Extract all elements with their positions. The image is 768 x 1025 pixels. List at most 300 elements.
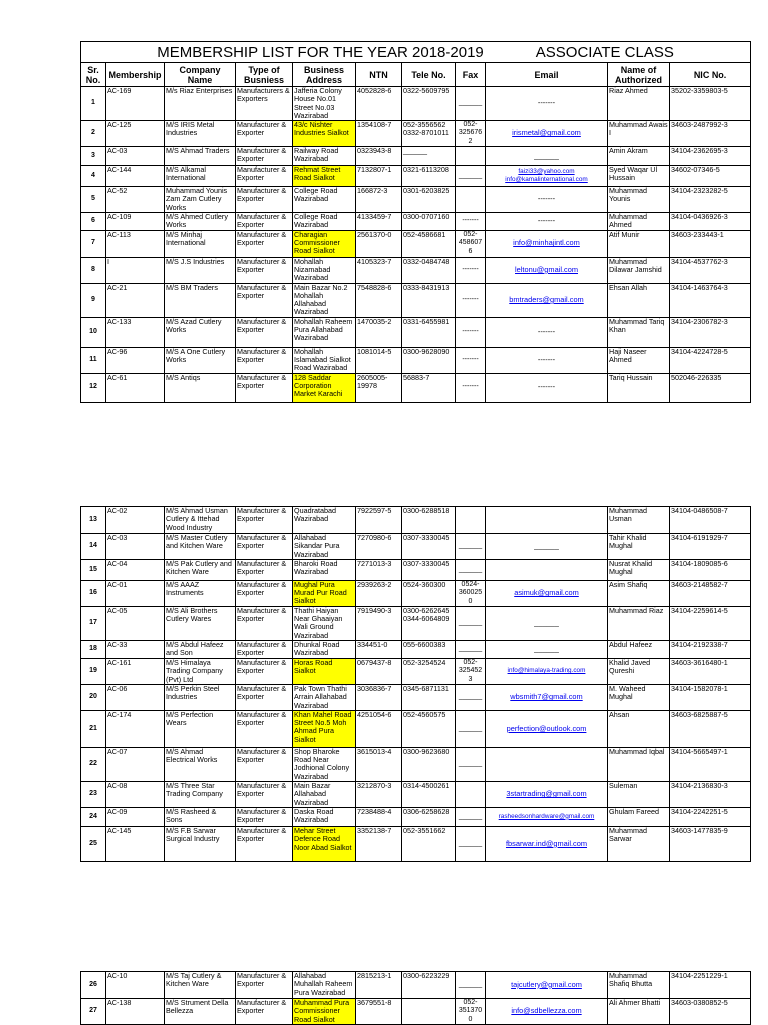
email	[486, 659, 608, 685]
authorized-name: Muhammad Ahmed	[608, 212, 670, 230]
company-name: M/S Azad Cutlery Works	[165, 317, 236, 347]
authorized-name: Riaz Ahmed	[608, 87, 670, 121]
business-type: Manufacturer & Exporter	[236, 187, 293, 213]
business-address: Mughal Pura Murad Pur Road Sialkot	[293, 580, 356, 606]
sr-no: 13	[81, 507, 106, 534]
email-link[interactable]: info@sdbellezza.com	[511, 1006, 582, 1016]
ntn: 3352138-7	[356, 826, 402, 861]
nic-no: 34104-2306782-3	[670, 317, 751, 347]
col-header-address: Business Address	[293, 63, 356, 87]
membership-no: AC-109	[106, 212, 165, 230]
tele-no: 0322-5609795	[402, 87, 456, 121]
business-type: Manufacturer & Exporter	[236, 257, 293, 283]
col-header-tele: Tele No.	[402, 63, 456, 87]
fax: 052-3513700	[456, 999, 486, 1025]
email: ______	[486, 147, 608, 166]
membership-no: AC-125	[106, 121, 165, 147]
nic-no: 34603-233443-1	[670, 230, 751, 257]
membership-table-3	[80, 971, 751, 1025]
tele-no: 052-4586681	[402, 230, 456, 257]
business-address: Mohallah Raheem Pura Allahabad Wazirabad	[293, 317, 356, 347]
nic-no: 34603-2148582-7	[670, 580, 751, 606]
business-type: Manufacturer & Exporter	[236, 507, 293, 534]
table-row	[81, 580, 751, 606]
ntn: 7548828-6	[356, 283, 402, 317]
business-type: Manufacturer & Exporter	[236, 230, 293, 257]
authorized-name: Tahir Khalid Mughal	[608, 534, 670, 560]
membership-no: AC-161	[106, 659, 165, 685]
authorized-name: Amin Akram	[608, 147, 670, 166]
fax	[456, 187, 486, 213]
sr-no: 24	[81, 807, 106, 826]
nic-no: 34104-2259614-5	[670, 606, 751, 640]
business-address: Mehar Street Defence Road Noor Abad Sialkot	[293, 826, 356, 861]
table-row	[81, 534, 751, 560]
company-name: M/S IRIS Metal Industries	[165, 121, 236, 147]
sr-no: 23	[81, 782, 106, 808]
ntn: 3679551-8	[356, 999, 402, 1025]
class-label: ASSOCIATE CLASS	[535, 43, 674, 61]
email: -------	[486, 373, 608, 402]
authorized-name: Atif Munir	[608, 230, 670, 257]
tele-no: 0524-360300	[402, 580, 456, 606]
ntn: 3615013-4	[356, 747, 402, 781]
tele-no: 0307-3330045	[402, 559, 456, 580]
membership-no: AC-133	[106, 317, 165, 347]
sr-no: 15	[81, 559, 106, 580]
business-type: Manufacturer & Exporter	[236, 283, 293, 317]
ntn: 3212870-3	[356, 782, 402, 808]
table-row	[81, 283, 751, 317]
business-type: Manufacturer & Exporter	[236, 373, 293, 402]
ntn: 4133459-7	[356, 212, 402, 230]
email-link[interactable]: wbsmith7@gmail.com	[510, 692, 583, 702]
email-link[interactable]: 3startrading@gmail.com	[506, 789, 587, 799]
business-type: Manufacturer & Exporter	[236, 580, 293, 606]
table-row	[81, 684, 751, 710]
table-row	[81, 606, 751, 640]
business-type: Manufacturer & Exporter	[236, 747, 293, 781]
fax: ______	[456, 684, 486, 710]
membership-no: AC-05	[106, 606, 165, 640]
sr-no: 19	[81, 659, 106, 685]
business-address: Thathi Haiyan Near Ghaaiyan Wali Ground Wazirabad	[293, 606, 356, 640]
tele-no: 0300-9628090	[402, 347, 456, 373]
table-row	[81, 999, 751, 1025]
company-name: M/S Three Star Trading Company	[165, 782, 236, 808]
email	[486, 559, 608, 580]
fax: -------	[456, 347, 486, 373]
authorized-name: Muhammad Sarwar	[608, 826, 670, 861]
tele-no: 0300-0707160	[402, 212, 456, 230]
email-link[interactable]: leltonu@gmail.com	[515, 264, 578, 274]
authorized-name: Muhammad Younis	[608, 187, 670, 213]
col-header-nic: NIC No.	[670, 63, 751, 87]
authorized-name: Muhammad Dilawar Jamshid	[608, 257, 670, 283]
authorized-name: Muhammad Iqbal	[608, 747, 670, 781]
nic-no: 34603-0380852-5	[670, 999, 751, 1025]
tele-no: 56883-7	[402, 373, 456, 402]
ntn: 7922597-5	[356, 507, 402, 534]
email: ______	[486, 606, 608, 640]
business-address: Dhunkal Road Wazirabad	[293, 641, 356, 659]
company-name: M/S Alkamal International	[165, 166, 236, 187]
tele-no: ______	[402, 147, 456, 166]
fax: -------	[456, 212, 486, 230]
tele-no: 0300-6223229	[402, 972, 456, 999]
business-address: Allahabad Muhallah Raheem Pura Wazirabad	[293, 972, 356, 999]
business-address: 43/c Nishter Industries Sialkot	[293, 121, 356, 147]
nic-no: 34104-0436926-3	[670, 212, 751, 230]
authorized-name: Ali Ahmer Bhatti	[608, 999, 670, 1025]
nic-no: 34104-1582078-1	[670, 684, 751, 710]
business-address: Main Bazar Allahabad Wazirabad	[293, 782, 356, 808]
membership-no: AC-03	[106, 534, 165, 560]
col-header-authorized: Name of Authorized	[608, 63, 670, 87]
email: -------	[486, 347, 608, 373]
membership-no: AC-03	[106, 147, 165, 166]
membership-no: AC-10	[106, 972, 165, 999]
fax: ______	[456, 559, 486, 580]
company-name: M/S Ahmad Electrical Works	[165, 747, 236, 781]
business-type: Manufacturer & Exporter	[236, 317, 293, 347]
nic-no: 34603-1477835-9	[670, 826, 751, 861]
table-row	[81, 166, 751, 187]
business-type: Manufacturer & Exporter	[236, 999, 293, 1025]
business-address: Mohallah Nizamabad Wazirabad	[293, 257, 356, 283]
email: -------	[486, 317, 608, 347]
fax	[456, 147, 486, 166]
company-name: M/s Riaz Enterprises	[165, 87, 236, 121]
email-link[interactable]: info@minhajintl.com	[513, 238, 580, 248]
business-type: Manufacturer & Exporter	[236, 659, 293, 685]
email-link[interactable]: faizi33@yahoo.com info@kamalinternational.com	[505, 167, 588, 184]
membership-no: AC-33	[106, 641, 165, 659]
sr-no: 4	[81, 166, 106, 187]
ntn: 4105323-7	[356, 257, 402, 283]
company-name: M/S Strument Della Bellezza	[165, 999, 236, 1025]
table-row	[81, 659, 751, 685]
col-header-fax: Fax	[456, 63, 486, 87]
business-type: Manufacturer & Exporter	[236, 347, 293, 373]
authorized-name: Abdul Hafeez	[608, 641, 670, 659]
membership-no: AC-06	[106, 684, 165, 710]
nic-no: 34104-1463764-3	[670, 283, 751, 317]
company-name: M/S J.S Industries	[165, 257, 236, 283]
business-type: Manufacturer & Exporter	[236, 641, 293, 659]
company-name: M/S A One Cutlery Works	[165, 347, 236, 373]
company-name: M/S Taj Cutlery & Kitchen Ware	[165, 972, 236, 999]
fax: ______	[456, 710, 486, 747]
company-name: M/S Ali Brothers Cutlery Wares	[165, 606, 236, 640]
fax	[456, 507, 486, 534]
fax: ______	[456, 166, 486, 187]
tele-no: 0307-3330045	[402, 534, 456, 560]
membership-no: AC-09	[106, 807, 165, 826]
col-header-company: Company Name	[165, 63, 236, 87]
email	[486, 826, 608, 861]
business-type: Manufacturer & Exporter	[236, 166, 293, 187]
business-address: Allahabad Sikandar Pura Wazirabad	[293, 534, 356, 560]
table-row	[81, 641, 751, 659]
business-address: Horas Road Sialkot	[293, 659, 356, 685]
business-type: Manufacturer & Exporter	[236, 606, 293, 640]
nic-no: 34104-5665497-1	[670, 747, 751, 781]
sr-no: 11	[81, 347, 106, 373]
table-row	[81, 347, 751, 373]
fax: ______	[456, 807, 486, 826]
authorized-name: Haji Naseer Ahmed	[608, 347, 670, 373]
sr-no: 21	[81, 710, 106, 747]
sr-no: 7	[81, 230, 106, 257]
table-row	[81, 807, 751, 826]
business-type: Manufacturer & Exporter	[236, 782, 293, 808]
authorized-name: Muhammad Awais I	[608, 121, 670, 147]
tele-no: 0314-4500261	[402, 782, 456, 808]
company-name: M/S AAAZ Instruments	[165, 580, 236, 606]
membership-no: AC-169	[106, 87, 165, 121]
company-name: M/S Ahmad Usman Cutlery & Ittehad Wood Industry	[165, 507, 236, 534]
table-row	[81, 147, 751, 166]
nic-no: 34104-0486508-7	[670, 507, 751, 534]
table-row	[81, 826, 751, 861]
authorized-name: Ahsan	[608, 710, 670, 747]
membership-table-2	[80, 506, 751, 862]
company-name: M/S Himalaya Trading Company (Pvt) Ltd	[165, 659, 236, 685]
nic-no: 34104-2136830-3	[670, 782, 751, 808]
fax: ______	[456, 972, 486, 999]
email	[486, 747, 608, 781]
authorized-name: Muhammad Shafiq Bhutta	[608, 972, 670, 999]
nic-no: 35202-3359803-5	[670, 87, 751, 121]
fax: -------	[456, 373, 486, 402]
nic-no: 34602-07346-5	[670, 166, 751, 187]
company-name: M/S Rasheed & Sons	[165, 807, 236, 826]
business-type: Manufacturer & Exporter	[236, 807, 293, 826]
company-name: M/S F.B Sarwar Surgical Industry	[165, 826, 236, 861]
ntn: 166872-3	[356, 187, 402, 213]
authorized-name: M. Waheed Mughal	[608, 684, 670, 710]
business-type: Manufacturer & Exporter	[236, 684, 293, 710]
fax: -------	[456, 317, 486, 347]
authorized-name: Khalid Javed Qureshi	[608, 659, 670, 685]
business-address: Daska Road Wazirabad	[293, 807, 356, 826]
authorized-name: Nusrat Khalid Mughal	[608, 559, 670, 580]
email	[486, 999, 608, 1025]
col-header-ntn: NTN	[356, 63, 402, 87]
email	[486, 283, 608, 317]
ntn: 1081014-5	[356, 347, 402, 373]
email	[486, 684, 608, 710]
email-link[interactable]: asimuk@gmail.com	[514, 588, 579, 598]
tele-no: 0331-6455981	[402, 317, 456, 347]
business-address: Rehmat Street Road Sialkot	[293, 166, 356, 187]
email	[486, 807, 608, 826]
authorized-name: Ghulam Fareed	[608, 807, 670, 826]
business-address: Bharoki Road Wazirabad	[293, 559, 356, 580]
ntn: 0679437-8	[356, 659, 402, 685]
table-row	[81, 747, 751, 781]
email-link[interactable]: bmtraders@gmail.com	[509, 295, 584, 304]
ntn: 1354108-7	[356, 121, 402, 147]
ntn: 7270980-6	[356, 534, 402, 560]
nic-no: 34104-2251229-1	[670, 972, 751, 999]
table-row	[81, 559, 751, 580]
authorized-name: Asim Shafiq	[608, 580, 670, 606]
company-name: M/S Abdul Hafeez and Son	[165, 641, 236, 659]
fax: 052-3256762	[456, 121, 486, 147]
business-address: Pak Town Thathi Arrain Allahabad Wazirabad	[293, 684, 356, 710]
email-link[interactable]: irismetal@gmail.com	[512, 128, 581, 138]
sr-no: 16	[81, 580, 106, 606]
table-row	[81, 187, 751, 213]
fax: 052-4586076	[456, 230, 486, 257]
col-header-email: Email	[486, 63, 608, 87]
company-name: M/S Antiqs	[165, 373, 236, 402]
business-type: Manufacturer & Exporter	[236, 121, 293, 147]
fax: ______	[456, 641, 486, 659]
ntn: 7271013-3	[356, 559, 402, 580]
email-link[interactable]: tajcutlery@gmail.com	[511, 979, 582, 989]
tele-no: 0300-6288518	[402, 507, 456, 534]
email-link[interactable]: perfection@outlook.com	[506, 723, 587, 733]
business-address: Charagian Commissioner Road Sialkot	[293, 230, 356, 257]
ntn: 7132807-1	[356, 166, 402, 187]
ntn: 7919490-3	[356, 606, 402, 640]
email	[486, 782, 608, 808]
authorized-name: Ehsan Allah	[608, 283, 670, 317]
sr-no: 3	[81, 147, 106, 166]
business-type: Manufacturer & Exporter	[236, 147, 293, 166]
membership-table-1	[80, 41, 751, 403]
company-name: M/S Perkin Steel Industries	[165, 684, 236, 710]
sr-no: 22	[81, 747, 106, 781]
email	[486, 507, 608, 534]
email: -------	[486, 212, 608, 230]
membership-no: AC-113	[106, 230, 165, 257]
business-address: Mohallah Islamabad Sialkot Road Wazirabad	[293, 347, 356, 373]
tele-no: 0321-6113208	[402, 166, 456, 187]
fax: ______	[456, 87, 486, 121]
sr-no: 10	[81, 317, 106, 347]
tele-no: 052-4560575	[402, 710, 456, 747]
ntn: 4251054-6	[356, 710, 402, 747]
fax: ______	[456, 747, 486, 781]
business-type: Manufacturers & Exporters	[236, 87, 293, 121]
membership-no: AC-174	[106, 710, 165, 747]
business-address: Railway Road Wazirabad	[293, 147, 356, 166]
email	[486, 166, 608, 187]
business-address: Quadratabad Wazirabad	[293, 507, 356, 534]
tele-no: 0345-6871131	[402, 684, 456, 710]
sr-no: 18	[81, 641, 106, 659]
table-row	[81, 710, 751, 747]
membership-no: I	[106, 257, 165, 283]
email-link[interactable]: rasheedsonhardware@gmail.com	[498, 812, 595, 820]
ntn: 2605005-19978	[356, 373, 402, 402]
email	[486, 972, 608, 999]
sr-no: 6	[81, 212, 106, 230]
tele-no: 0306-6258628	[402, 807, 456, 826]
company-name: M/S Pak Cutlery and Kitchen Ware	[165, 559, 236, 580]
tele-no: 0333-8431913	[402, 283, 456, 317]
business-type: Manufacturer & Exporter	[236, 534, 293, 560]
nic-no: 34104-2242251-5	[670, 807, 751, 826]
business-address: 128 Saddar Corporation Market Karachi	[293, 373, 356, 402]
table-row	[81, 230, 751, 257]
business-address: College Road Wazirabad	[293, 212, 356, 230]
fax: -------	[456, 283, 486, 317]
sr-no: 26	[81, 972, 106, 999]
email	[486, 230, 608, 257]
sr-no: 8	[81, 257, 106, 283]
membership-no: AC-52	[106, 187, 165, 213]
company-name: M/S Ahmed Cutlery Works	[165, 212, 236, 230]
sr-no: 12	[81, 373, 106, 402]
table-row	[81, 373, 751, 402]
tele-no: 052-3556562 0332-8701011	[402, 121, 456, 147]
sr-no: 14	[81, 534, 106, 560]
company-name: M/S Master Cutlery and Kitchen Ware	[165, 534, 236, 560]
company-name: M/S Minhaj International	[165, 230, 236, 257]
nic-no: 34104-1809085-6	[670, 559, 751, 580]
business-type: Manufacturer & Exporter	[236, 212, 293, 230]
tele-no: 055-6600383	[402, 641, 456, 659]
table-row	[81, 257, 751, 283]
nic-no: 34104-4224728-5	[670, 347, 751, 373]
table-row	[81, 507, 751, 534]
business-address: College Road Wazirabad	[293, 187, 356, 213]
business-address: Shop Bharoke Road Near Jodhional Colony Wazirabad	[293, 747, 356, 781]
business-type: Manufacturer & Exporter	[236, 710, 293, 747]
email-link[interactable]: info@himalaya-trading.com	[507, 667, 586, 675]
ntn: 4052828-6	[356, 87, 402, 121]
membership-no: AC-08	[106, 782, 165, 808]
nic-no: 34104-2192338-7	[670, 641, 751, 659]
sr-no: 20	[81, 684, 106, 710]
email-link[interactable]: fbsarwar.ind@gmail.com	[505, 838, 588, 848]
ntn: 2939263-2	[356, 580, 402, 606]
company-name: M/S Ahmad Traders	[165, 147, 236, 166]
fax	[456, 782, 486, 808]
table-row	[81, 782, 751, 808]
col-header-membership: Membership	[106, 63, 165, 87]
nic-no: 502046-226335	[670, 373, 751, 402]
sr-no: 27	[81, 999, 106, 1025]
nic-no: 34104-2323282-5	[670, 187, 751, 213]
email	[486, 121, 608, 147]
table-row	[81, 972, 751, 999]
sr-no: 1	[81, 87, 106, 121]
nic-no: 34603-3616480-1	[670, 659, 751, 685]
email: ______	[486, 641, 608, 659]
authorized-name: Muhammad Riaz	[608, 606, 670, 640]
membership-no: AC-01	[106, 580, 165, 606]
company-name: M/S BM Traders	[165, 283, 236, 317]
nic-no: 34603-6825887-5	[670, 710, 751, 747]
email	[486, 580, 608, 606]
table-row	[81, 212, 751, 230]
nic-no: 34104-6191929-7	[670, 534, 751, 560]
tele-no: 0301-6203825	[402, 187, 456, 213]
ntn: 2561370-0	[356, 230, 402, 257]
authorized-name: Suleman	[608, 782, 670, 808]
membership-no: AC-02	[106, 507, 165, 534]
table-row	[81, 317, 751, 347]
tele-no: 052-3254524	[402, 659, 456, 685]
nic-no: 34603-2487992-3	[670, 121, 751, 147]
business-type: Manufacturer & Exporter	[236, 559, 293, 580]
